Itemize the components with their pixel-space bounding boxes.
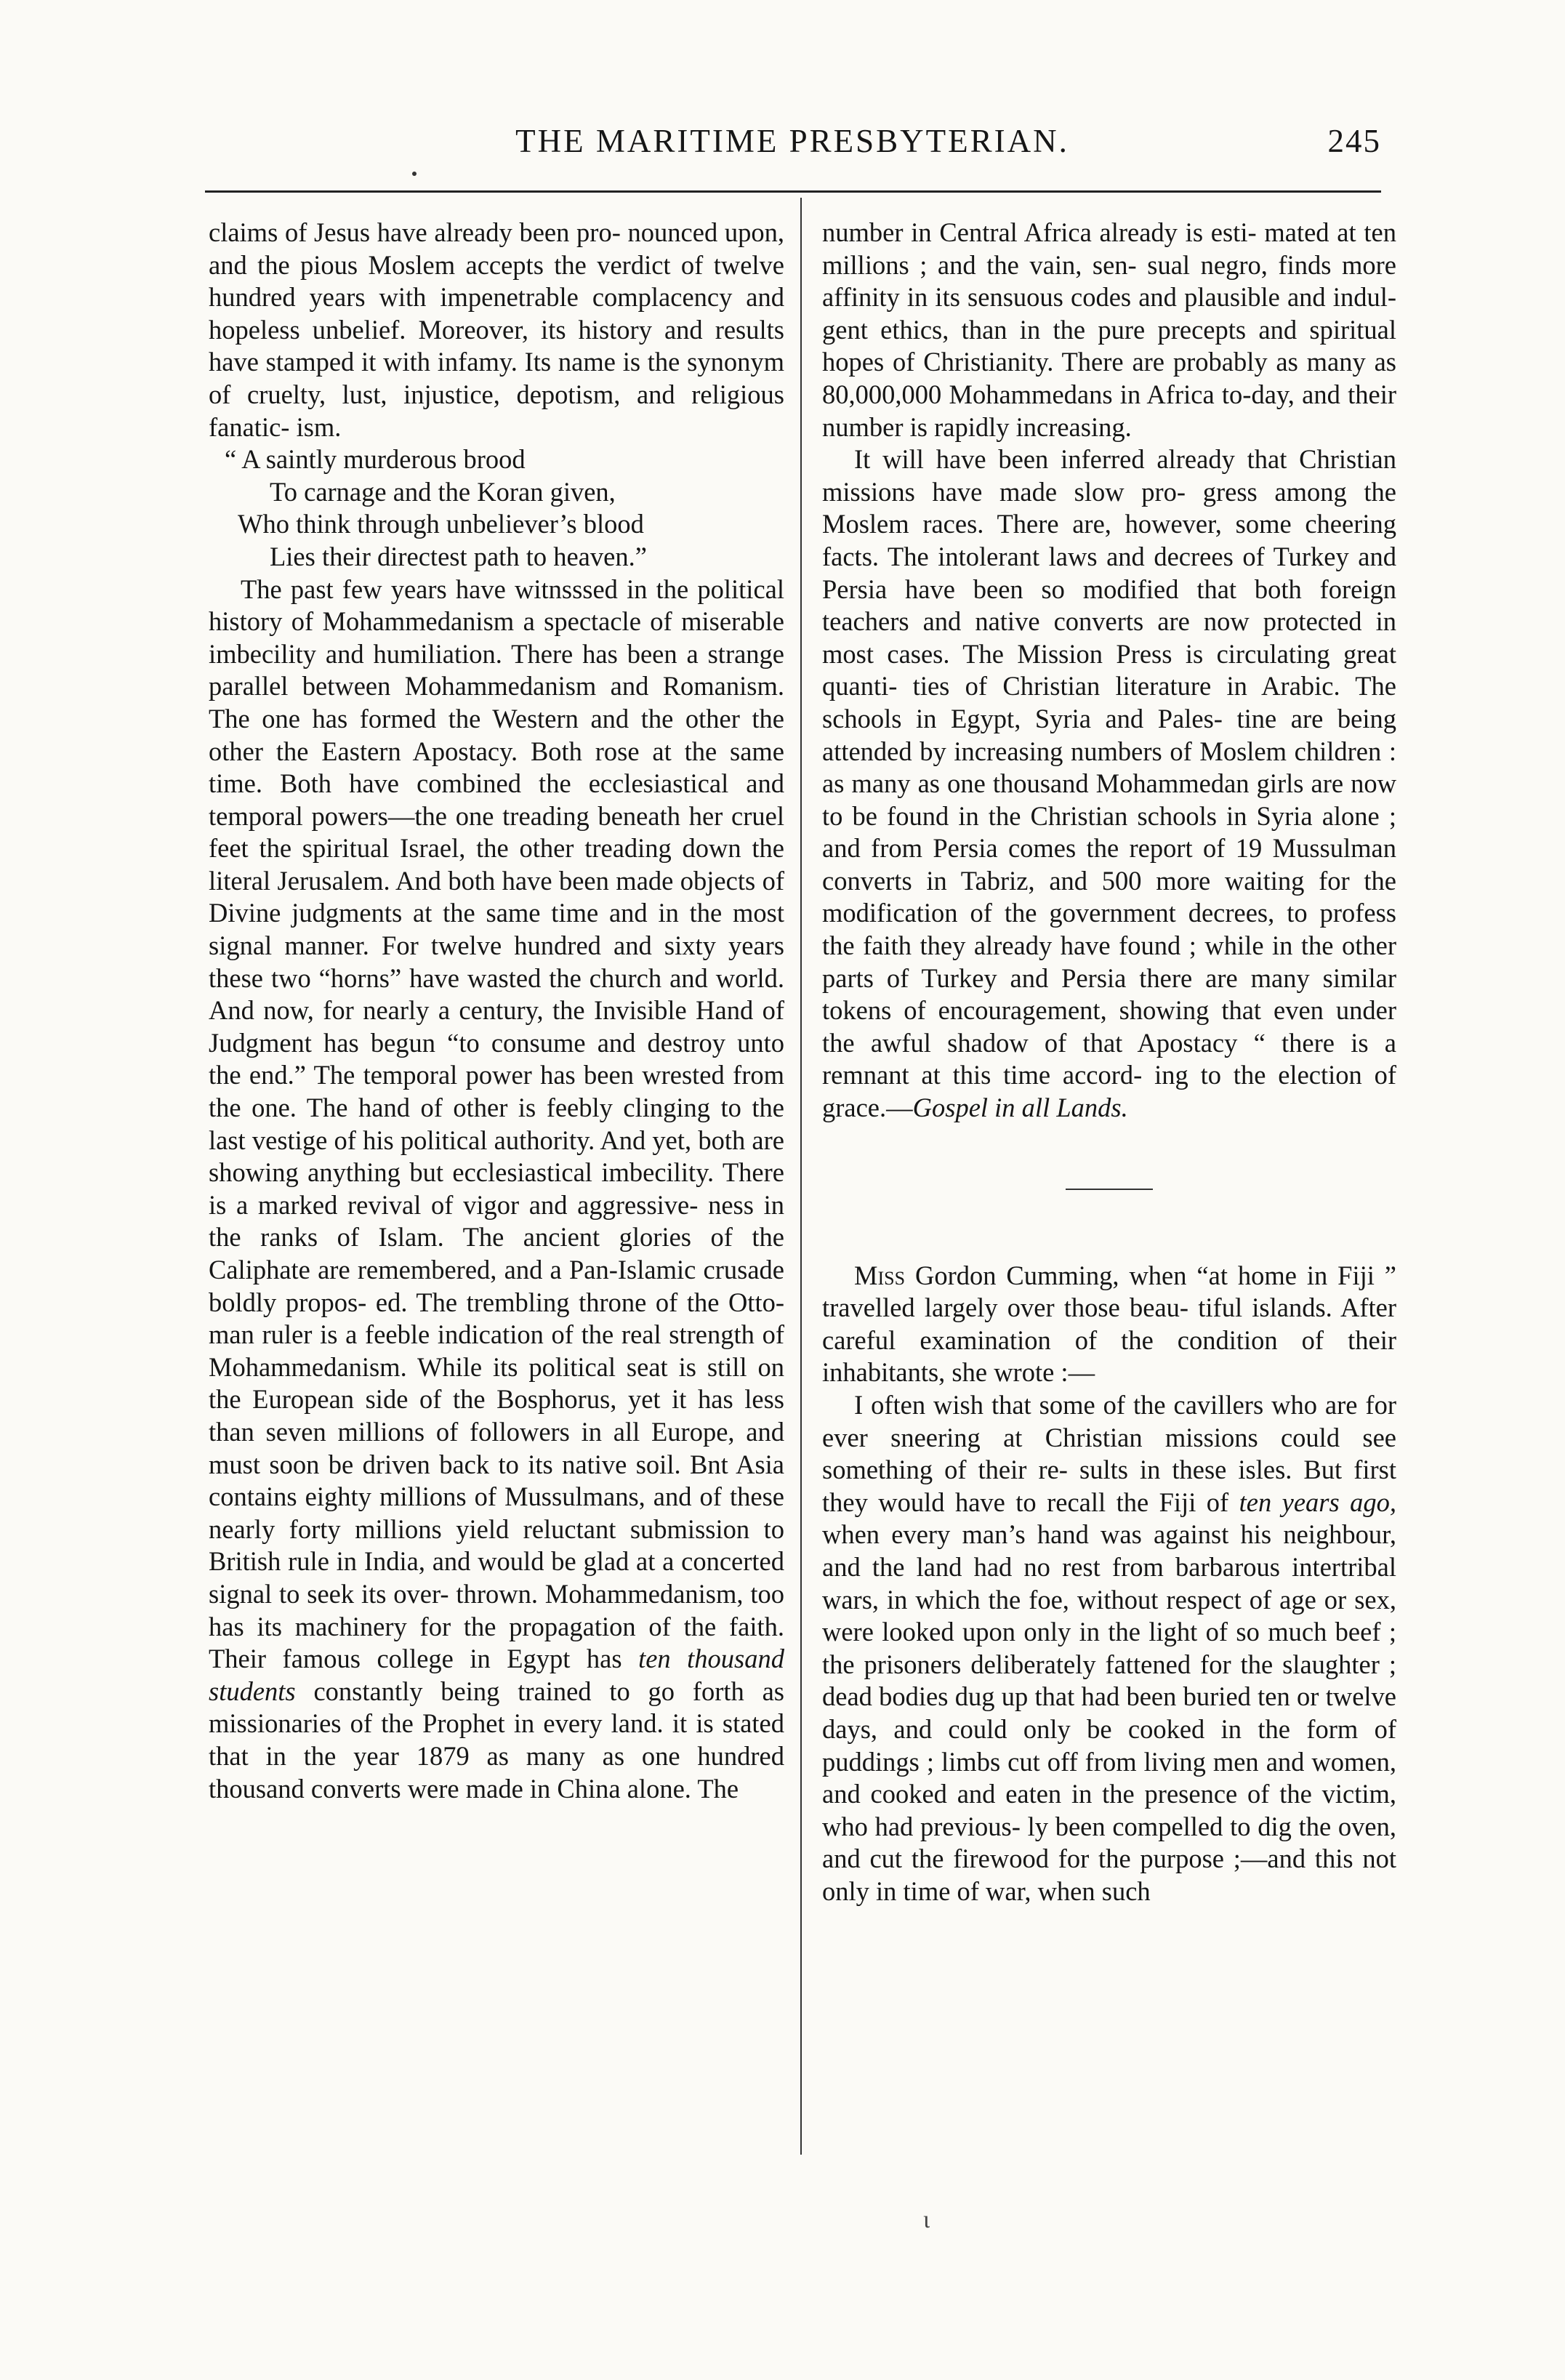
paragraph-continuation: claims of Jesus have already been pro- nounced upon, and the pious Moslem accepts the verdict of twelve hundred years with impenetrable complacency and hopeless unbelief. Moreover, its history and results have stamped it with infamy. Its name is the synonym of cruelty, lust, injustice, depotism, and religious fanatic- ism. — [209, 217, 784, 442]
source-citation: Gospel in all Lands. — [912, 1093, 1128, 1123]
paragraph — [822, 1260, 1396, 1389]
paragraph-text: Gordon Cumming, when “at home in Fiji ” travelled largely over those beau- tiful islands. After careful examination of the condition of their inhabitants, she wrote :— — [822, 1260, 1397, 1388]
paragraph-text: constantly being trained to go forth as missionaries of the Prophet in every land. it is stated that in the year 1879 as many as one hundred thousand converts were made in China alone. The — [209, 1676, 785, 1804]
poem-line: Lies their directest path to heaven.” — [270, 541, 647, 571]
paragraph-text: The past few years have witnsssed in the political history of Mohammedanism a spectacle of miserable imbecility and humiliation. There has been a strange parallel between Mohammedanism and Romanism. The one has formed the Western and the other the other the Eastern Apostacy. Both rose at the same time. Both have combined the ecclesiastical and temporal powers—the one treading beneath her cruel feet the spiritual Israel, the other treading down the literal Jerusalem. And both have been made objects of Divine judgments at the same time and in the most signal manner. For twelve hundred and sixty years these two “horns” have wasted the church and world. And now, for nearly a century, the Invisible Hand of Judgment has begun “to consume and destroy unto the end.” The temporal power has been wrested from the one. The hand of other is feebly clinging to the last vestige of his political authority. And yet, both are showing anything but ecclesiastical imbecility. There is a marked revival of vigor and aggressive- ness in the ranks of Islam. The ancient glories of the Caliphate are remembered, and a Pan-Islamic crusade boldly propos- ed. The trembling throne of the Otto- man ruler is a feeble indication of the real strength of Mohammedanism. While its political seat is still on the European side of the Bosphorus, yet it has less than seven millions of followers in all Europe, and must soon be driven back to its native soil. Bnt Asia contains eighty millions of Mussulmans, and of these nearly forty millions yield reluctant submission to British rule in India, and would be glad at a concerted signal to seek its over- thrown. Mohammedanism, too has its machinery for the propagation of the faith. Their famous college in Egypt has — [209, 574, 784, 1674]
footer-mark: ι — [923, 2206, 930, 2233]
poem-line: Who think through unbeliever’s blood — [238, 509, 644, 539]
journal-title: THE MARITIME PRESBYTERIAN. — [515, 123, 1069, 159]
poem-line: “ A saintly murderous brood — [225, 444, 526, 475]
poem-quotation — [209, 443, 784, 573]
italic-phrase: ten years ago, — [1239, 1487, 1397, 1517]
paragraph-text: when every man’s hand was against his neighbour, and the land had no rest from barbarous intertribal wars, in which the foe, without respect of age or sex, were looked upon only in the light of so much beef ; the prisoners deliberately fattened for the slaughter ; dead bodies dug up that had been buried ten or twelve days, and could only be cooked in the form of puddings ; limbs cut off from living men and women, and cooked and eaten in the presence of the victim, who had previous- ly been compelled to dig the oven, and cut the firewood for the purpose ;—and this not only in time of war, when such — [822, 1519, 1396, 1906]
header-dot-ornament — [412, 172, 417, 176]
running-head — [204, 122, 1381, 173]
header-rule — [205, 190, 1381, 193]
paragraph — [209, 574, 784, 1806]
right-column — [822, 217, 1396, 1908]
column-divider — [800, 198, 802, 2155]
paragraph-text: It will have been inferred already that Christian missions have made slow pro- gress among the Moslem races. There are, however, some cheering facts. The intolerant laws and decrees of Turkey and Persia have been so modified that both foreign teachers and native converts are now protected in most cases. The Mission Press is circulating great quanti- ties of Christian literature in Arabic. The schools in Egypt, Syria and Pales- tine are being attended by increasing numbers of Moslem children : as many as one thousand Mohammedan girls are now to be found in the Christian schools in Syria alone ; and from Persia comes the report of 19 Mussulman converts in Tabriz, and 500 more waiting for the modification of the government decrees, to profess the faith they already have found ; while in the other parts of Turkey and Persia there are many similar tokens of encouragement, showing that even under the awful shadow of that Apostacy “ there is a remnant at this time accord- ing to the election of grace.— — [822, 444, 1396, 1123]
section-separator-rule — [1066, 1189, 1153, 1190]
page-number: 245 — [1327, 123, 1381, 159]
paragraph-continuation: number in Central Africa already is esti- mated at ten millions ; and the vain, sen- sual negro, finds more affinity in its sensuous codes and plausible and indul- gent ethics, than in the pure precepts and spiritual hopes of Christianity. There are probably as many as 80,000,000 Mohammedans in Africa to-day, and their number is rapidly increasing. — [822, 217, 1396, 442]
lead-word: Miss — [854, 1260, 906, 1290]
left-column — [209, 217, 784, 1805]
paragraph — [822, 443, 1396, 1124]
paragraph — [822, 1389, 1396, 1908]
italic-phrase: ten thousand students — [209, 1644, 785, 1706]
poem-line: To carnage and the Koran given, — [270, 476, 616, 507]
paragraph-text: I often wish that some of the cavillers who are for ever sneering at Christian missions could see something of their re- sults in these isles. But first they would have to recall the Fiji of — [822, 1390, 1396, 1517]
